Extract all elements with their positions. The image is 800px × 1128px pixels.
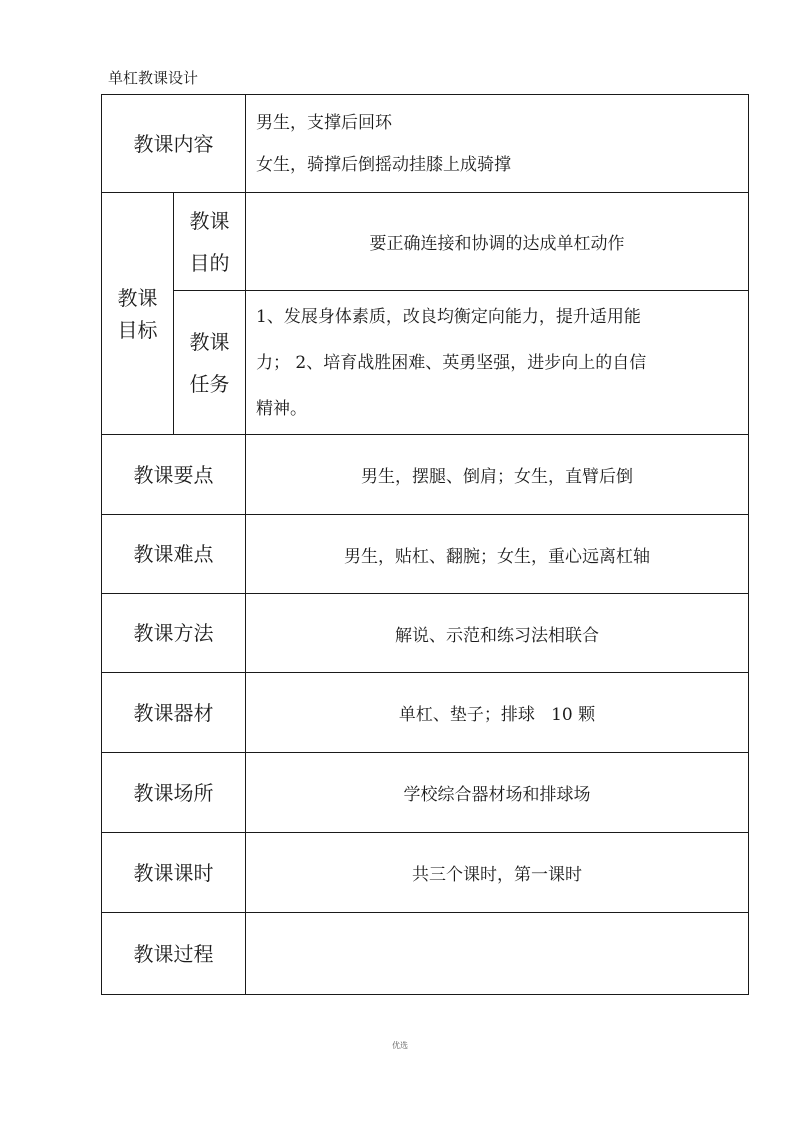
label-goals-line1: 教课 — [117, 285, 158, 310]
document-title: 单杠教课设计 — [108, 69, 199, 87]
row-content — [102, 95, 749, 193]
label-tasks — [174, 291, 246, 435]
label-tasks-line1: 教课 — [189, 329, 230, 354]
value-process — [246, 913, 749, 995]
row-process — [102, 913, 749, 995]
label-methods: 教课方法 — [102, 594, 246, 673]
label-tasks-line2: 任务 — [189, 371, 230, 396]
row-purpose — [102, 193, 749, 291]
tasks-line-1: 1、发展身体素质，改良均衡定向能力，提升适用能 — [256, 306, 641, 327]
row-hours — [102, 833, 749, 913]
value-tasks — [246, 291, 749, 435]
row-equipment — [102, 673, 749, 753]
value-content — [246, 95, 749, 193]
label-purpose-line1: 教课 — [189, 208, 230, 233]
row-key-points — [102, 435, 749, 515]
page-footer: 优选 — [392, 1041, 408, 1050]
row-venue — [102, 753, 749, 833]
label-goals-line2: 目标 — [117, 317, 158, 342]
value-equipment: 单杠、垫子；排球 10 颗 — [246, 673, 749, 753]
tasks-line-2: 力； 2、培育战胜困难、英勇坚强，进步向上的自信 — [256, 352, 647, 373]
label-purpose — [174, 193, 246, 291]
label-process: 教课过程 — [102, 913, 246, 995]
label-equipment: 教课器材 — [102, 673, 246, 753]
value-key-points: 男生，摆腿、倒肩；女生，直臂后倒 — [246, 435, 749, 515]
label-content: 教课内容 — [102, 95, 246, 193]
row-tasks — [102, 291, 749, 435]
label-key-points: 教课要点 — [102, 435, 246, 515]
label-hours: 教课课时 — [102, 833, 246, 913]
tasks-line-3: 精神。 — [256, 398, 307, 419]
row-methods — [102, 594, 749, 673]
label-goals — [102, 193, 174, 435]
value-difficulties: 男生，贴杠、翻腕；女生，重心远离杠轴 — [246, 515, 749, 594]
label-purpose-line2: 目的 — [189, 250, 230, 275]
value-venue: 学校综合器材场和排球场 — [246, 753, 749, 833]
value-hours: 共三个课时，第一课时 — [246, 833, 749, 913]
row-difficulties — [102, 515, 749, 594]
content-line-boys: 男生，支撑后回环 — [256, 112, 392, 133]
value-methods: 解说、示范和练习法相联合 — [246, 594, 749, 673]
label-venue: 教课场所 — [102, 753, 246, 833]
lesson-plan-table — [101, 94, 749, 995]
value-purpose: 要正确连接和协调的达成单杠动作 — [246, 193, 749, 291]
content-line-girls: 女生，骑撑后倒摇动挂膝上成骑撑 — [256, 154, 511, 175]
label-difficulties: 教课难点 — [102, 515, 246, 594]
